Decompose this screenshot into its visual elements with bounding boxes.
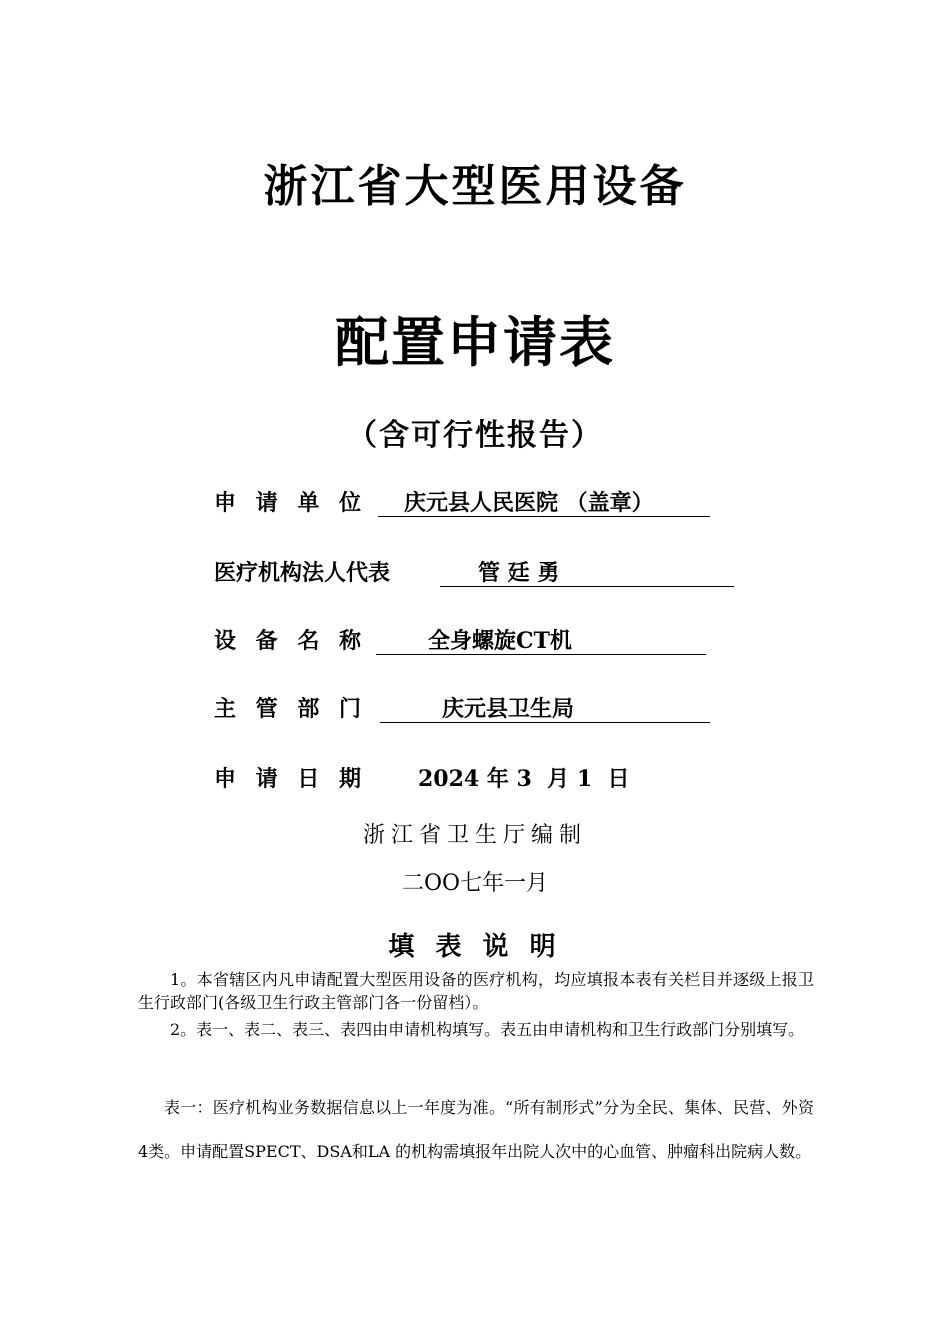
editor-line: 浙江省卫生厅编制 — [362, 823, 587, 848]
legal-rep-label: 医疗机构法人代表 — [214, 560, 391, 586]
cover-title-line1: 浙江省大型医用设备 — [263, 161, 687, 212]
date-label: 申 请 日 期 — [214, 766, 367, 792]
date-row — [0, 762, 950, 796]
instructions-title: 填 表 说 明 — [388, 932, 562, 962]
date-value: 2024 年 3 月 1 日 — [418, 766, 630, 792]
equipment-row — [0, 624, 950, 658]
legal-rep-value: 管 廷 勇 — [478, 560, 560, 586]
applicant-label: 申 请 单 位 — [214, 490, 367, 516]
department-row — [0, 692, 950, 726]
applicant-row — [0, 486, 950, 520]
table1-note: 表一：医疗机构业务数据信息以上一年度为准。“所有制形式”分为全民、集体、民营、外资4类。申请配置SPECT、DSA和LA 的机构需填报年出院人次中的心血管、肿瘤科出院病人数。 — [138, 1098, 814, 1161]
edition-date: 二OO七年一月 — [401, 871, 549, 896]
department-label: 主 管 部 门 — [214, 696, 367, 722]
equipment-value: 全身螺旋CT机 — [428, 628, 572, 654]
cover-title-line2: 配置申请表 — [335, 311, 615, 374]
legal-rep-row — [0, 556, 950, 590]
equipment-label: 设 备 名 称 — [214, 628, 367, 654]
department-value: 庆元县卫生局 — [442, 696, 575, 722]
cover-subtitle: （含可行性报告） — [347, 418, 603, 453]
applicant-value: 庆元县人民医院 （盖章） — [404, 490, 654, 516]
instruction-item-2: 2。表一、表二、表三、表四由申请机构填写。表五由申请机构和卫生行政部门分别填写。 — [170, 1020, 805, 1039]
instruction-item-1: 1。本省辖区内凡申请配置大型医用设备的医疗机构，均应填报本表有关栏目并逐级上报卫生行政部门(各级卫生行政主管部门各一份留档）。 — [138, 970, 814, 1012]
